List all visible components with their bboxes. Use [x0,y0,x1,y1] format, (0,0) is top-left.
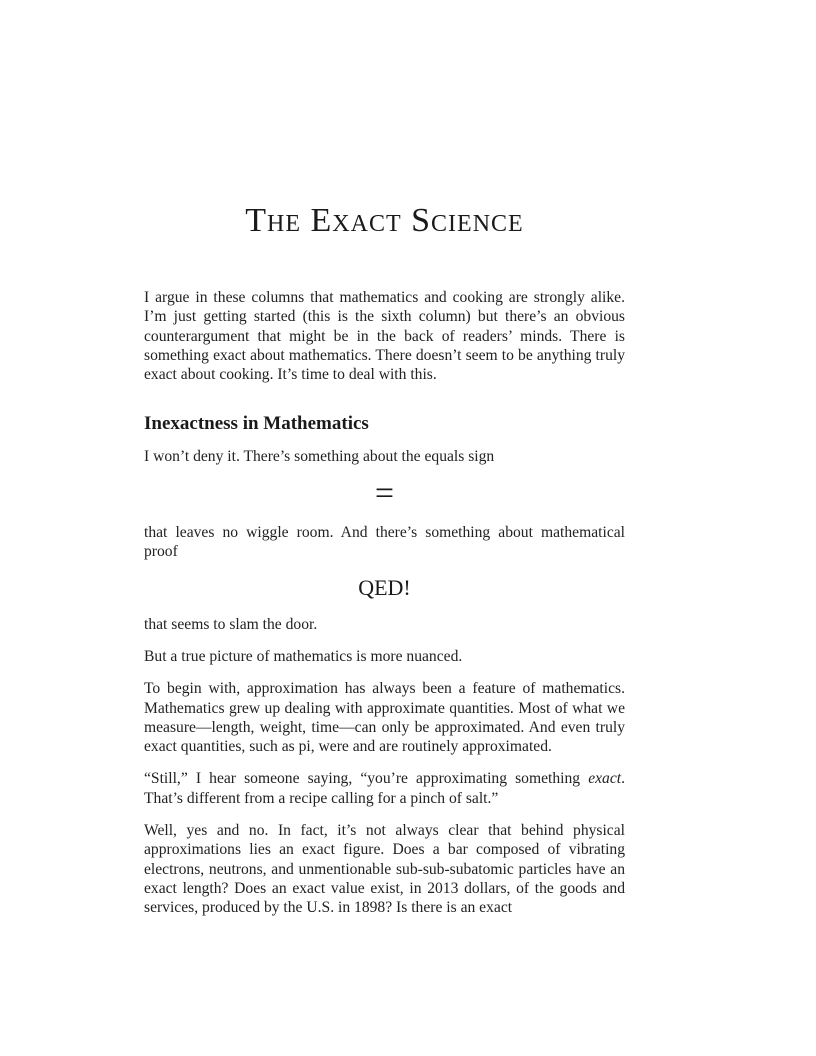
page-title: The Exact Science [245,202,524,239]
paragraph-still-quote [144,769,625,808]
paragraph-nuanced: But a true picture of mathematics is more nuanced. [144,647,463,665]
equals-sign-display: = [374,475,395,513]
quote-text-before: “Still,” I hear someone saying, “you’re approximating something [144,770,589,788]
section-heading: Inexactness in Mathematics [144,413,369,435]
paragraph-approximation: To begin with, approximation has always been a feature of mathematics. Mathematics grew up dealing with approximate quantities. Most of what we measure—length, weight, time—can only be approximated. And even truly exact quantities, such as pi, were and are routinely approximated. [144,680,625,756]
paragraph-proof-intro: that leaves no wiggle room. And there’s something about mathematical proof [144,524,625,561]
emphasis-exact: exact [588,770,622,788]
paragraph-yes-and-no: Well, yes and no. In fact, it’s not always clear that behind physical approximations lies an exact figure. Does a bar composed of vibrating electrons, neutrons, and unmentionable sub-sub-subatomic particles have an exact length? Does an exact value exist, in 2013 dollars, of the goods and services, produced by the U.S. in 1898? Is there is an exact [144,822,625,917]
qed-display: QED! [358,574,411,600]
paragraph-equals-intro: I won’t deny it. There’s something about the equals sign [144,447,495,465]
intro-paragraph: I argue in these columns that mathematics and cooking are strongly alike. I’m just getting started (this is the sixth column) but there’s an obvious counterargument that might be in the back of readers’ minds. There is something exact about mathematics. There doesn’t seem to be anything truly exact about cooking. It’s time to deal with this. [144,289,625,384]
paragraph-slam-door: that seems to slam the door. [144,615,318,633]
quote-text-after: . That’s different from a recipe calling for a pinch of salt.” [144,770,625,807]
article-body [144,288,625,931]
